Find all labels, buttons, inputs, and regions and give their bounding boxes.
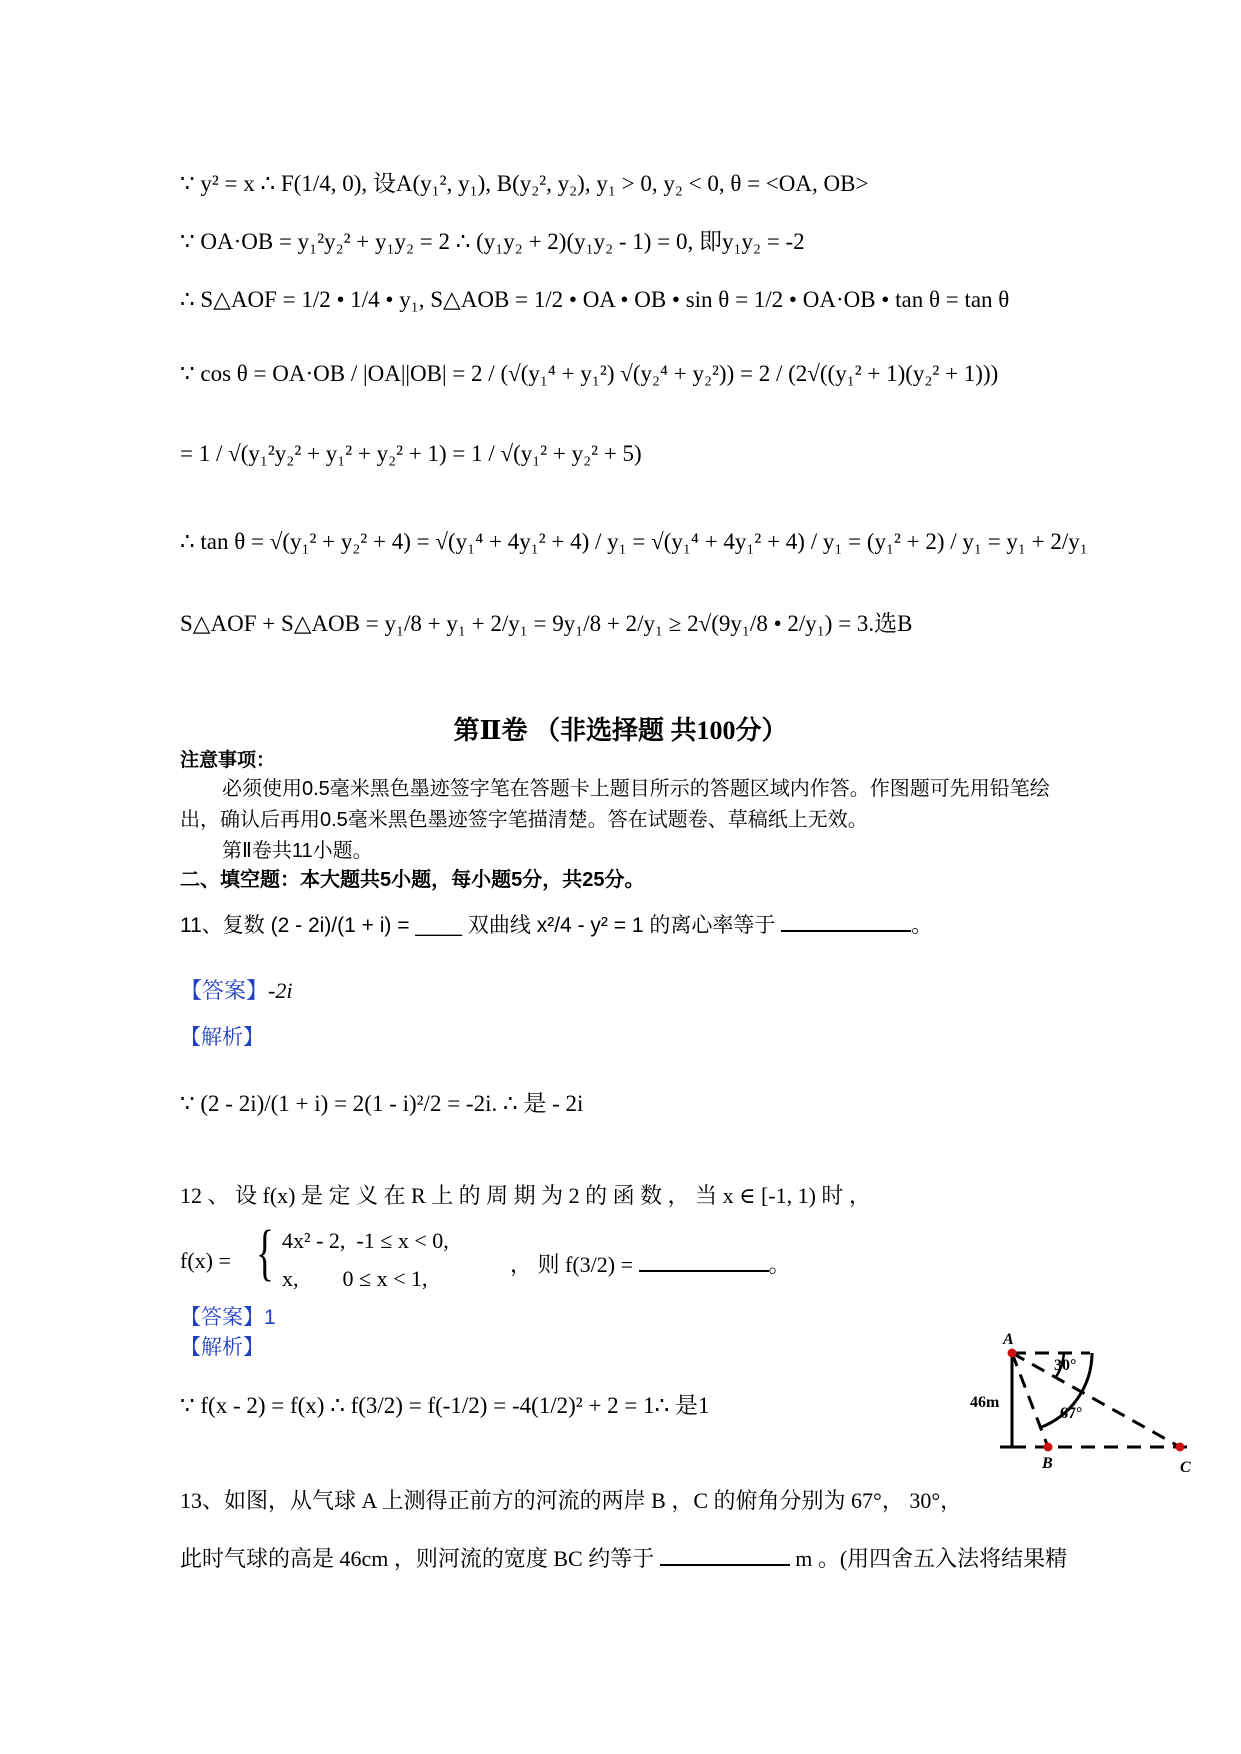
analysis-label: 【解析】 — [180, 1336, 264, 1359]
q11-answer: -2i — [268, 978, 293, 1003]
point-a-icon — [1008, 1349, 1017, 1358]
question-13-line-1: 13、如图，从气球 A 上测得正前方的河流的两岸 B ，C 的俯角分别为 67°， 30°， — [180, 1488, 963, 1513]
part-heading: 二、填空题：本大题共5小题，每小题5分，共25分。 — [180, 869, 645, 891]
q13-text-b: m 。(用四舍五入法将结果精 — [795, 1546, 1068, 1571]
label-c: C — [1180, 1459, 1191, 1476]
label-a: A — [1003, 1331, 1014, 1348]
notice-text: 必须使用0.5毫米黑色墨迹签字笔在答题卡上题目所示的答题区域内作答。作图题可先用铅笔绘出，确认后再用0.5毫米黑色墨迹签字笔描清楚。答在试题卷、草稿纸上无效。 — [180, 778, 1050, 831]
q12-answer-row — [180, 1305, 276, 1330]
solution-line-7: S△AOF + S△AOB = y₁/8 + y₁ + 2/y₁ = 9y₁/8 + 2/y₁ ≥ 2√(9y₁/8 • 2/y₁) = 3.选B — [180, 611, 913, 636]
question-13-line-2 — [180, 1546, 1067, 1572]
q12-ask-text: ， 则 f(3/2) = — [510, 1252, 633, 1277]
answer-blank — [639, 1252, 769, 1272]
question-11 — [180, 912, 932, 938]
notice-label: 注意事项： — [180, 750, 276, 771]
label-height: 46m — [970, 1394, 1000, 1411]
q12-analysis: ∵ f(x - 2) = f(x) ∴ f(3/2) = f(-1/2) = -4(1/2)² + 2 = 1∴ 是1 — [180, 1393, 710, 1418]
point-c-icon — [1176, 1443, 1185, 1452]
solution-line-3: ∴ S△AOF = 1/2 • 1/4 • y₁, S△AOB = 1/2 • OA • OB • sin θ = 1/2 • OA·OB • tan θ = tan θ — [180, 287, 1010, 312]
answer-blank — [781, 912, 911, 932]
question-11-text: 11、复数 (2 - 2i)/(1 + i) = ____ 双曲线 x²/4 - y² = 1 的离心率等于 — [180, 914, 776, 937]
q12-piece-1: 4x² - 2, -1 ≤ x < 0, — [282, 1228, 449, 1253]
q12-answer: 1 — [264, 1306, 276, 1329]
point-b-icon — [1044, 1443, 1053, 1452]
answer-label: 【答案】 — [180, 1306, 264, 1329]
q13-text-a: 此时气球的高是 46cm ，则河流的宽度 BC 约等于 — [180, 1546, 655, 1571]
q12-ask — [510, 1248, 791, 1279]
q12-fx: f(x) = — [180, 1248, 231, 1273]
solution-line-4: ∵ cos θ = OA·OB / |OA||OB| = 2 / (√(y₁⁴ + y₁²) √(y₂⁴ + y₂²)) = 2 / (2√((y₁² + 1)(y₂² + 1))) — [180, 361, 999, 386]
section-count: 第Ⅱ卷共11小题。 — [222, 840, 373, 862]
q11-analysis: ∵ (2 - 2i)/(1 + i) = 2(1 - i)²/2 = -2i. ∴ 是 - 2i — [180, 1091, 584, 1116]
solution-line-6: ∴ tan θ = √(y₁² + y₂² + 4) = √(y₁⁴ + 4y₁² + 4) / y₁ = √(y₁⁴ + 4y₁² + 4) / y₁ = (y₁² + 2) / y₁ = y₁ + 2/y₁ — [180, 529, 1088, 554]
balloon-river-figure — [970, 1320, 1210, 1480]
sightline-c — [1012, 1353, 1180, 1447]
q12-piece-2: x, 0 ≤ x < 1, — [282, 1266, 428, 1291]
solution-line-2: ∵ OA·OB = y₁²y₂² + y₁y₂ = 2 ∴ (y₁y₂ + 2)(y₁y₂ - 1) = 0, 即y₁y₂ = -2 — [180, 229, 805, 254]
q11-answer-row — [180, 978, 292, 1004]
solution-line-1: ∵ y² = x ∴ F(1/4, 0), 设A(y₁², y₁), B(y₂², y₂), y₁ > 0, y₂ < 0, θ = <OA, OB> — [180, 171, 869, 196]
brace-icon: { — [255, 1219, 274, 1287]
sightline-b — [1012, 1353, 1048, 1447]
answer-label: 【答案】 — [180, 978, 269, 1003]
section-title: 第Ⅱ卷 （非选择题 共100分） — [453, 716, 788, 745]
answer-blank — [660, 1546, 790, 1566]
solution-line-5: = 1 / √(y₁²y₂² + y₁² + y₂² + 1) = 1 / √(y₁² + y₂² + 5) — [180, 441, 642, 466]
label-angle-67: 67° — [1060, 1405, 1083, 1422]
label-angle-30: 30° — [1054, 1357, 1077, 1374]
q12-tail: 。 — [768, 1252, 791, 1277]
q12-piecewise — [180, 1219, 880, 1302]
question-12: 12 、 设 f(x) 是 定 义 在 R 上 的 周 期 为 2 的 函 数 ， 当 x ∈ [-1, 1) 时 ， — [180, 1183, 871, 1208]
label-b: B — [1042, 1455, 1053, 1472]
question-11-tail: 。 — [911, 914, 933, 937]
analysis-label: 【解析】 — [180, 1026, 264, 1049]
